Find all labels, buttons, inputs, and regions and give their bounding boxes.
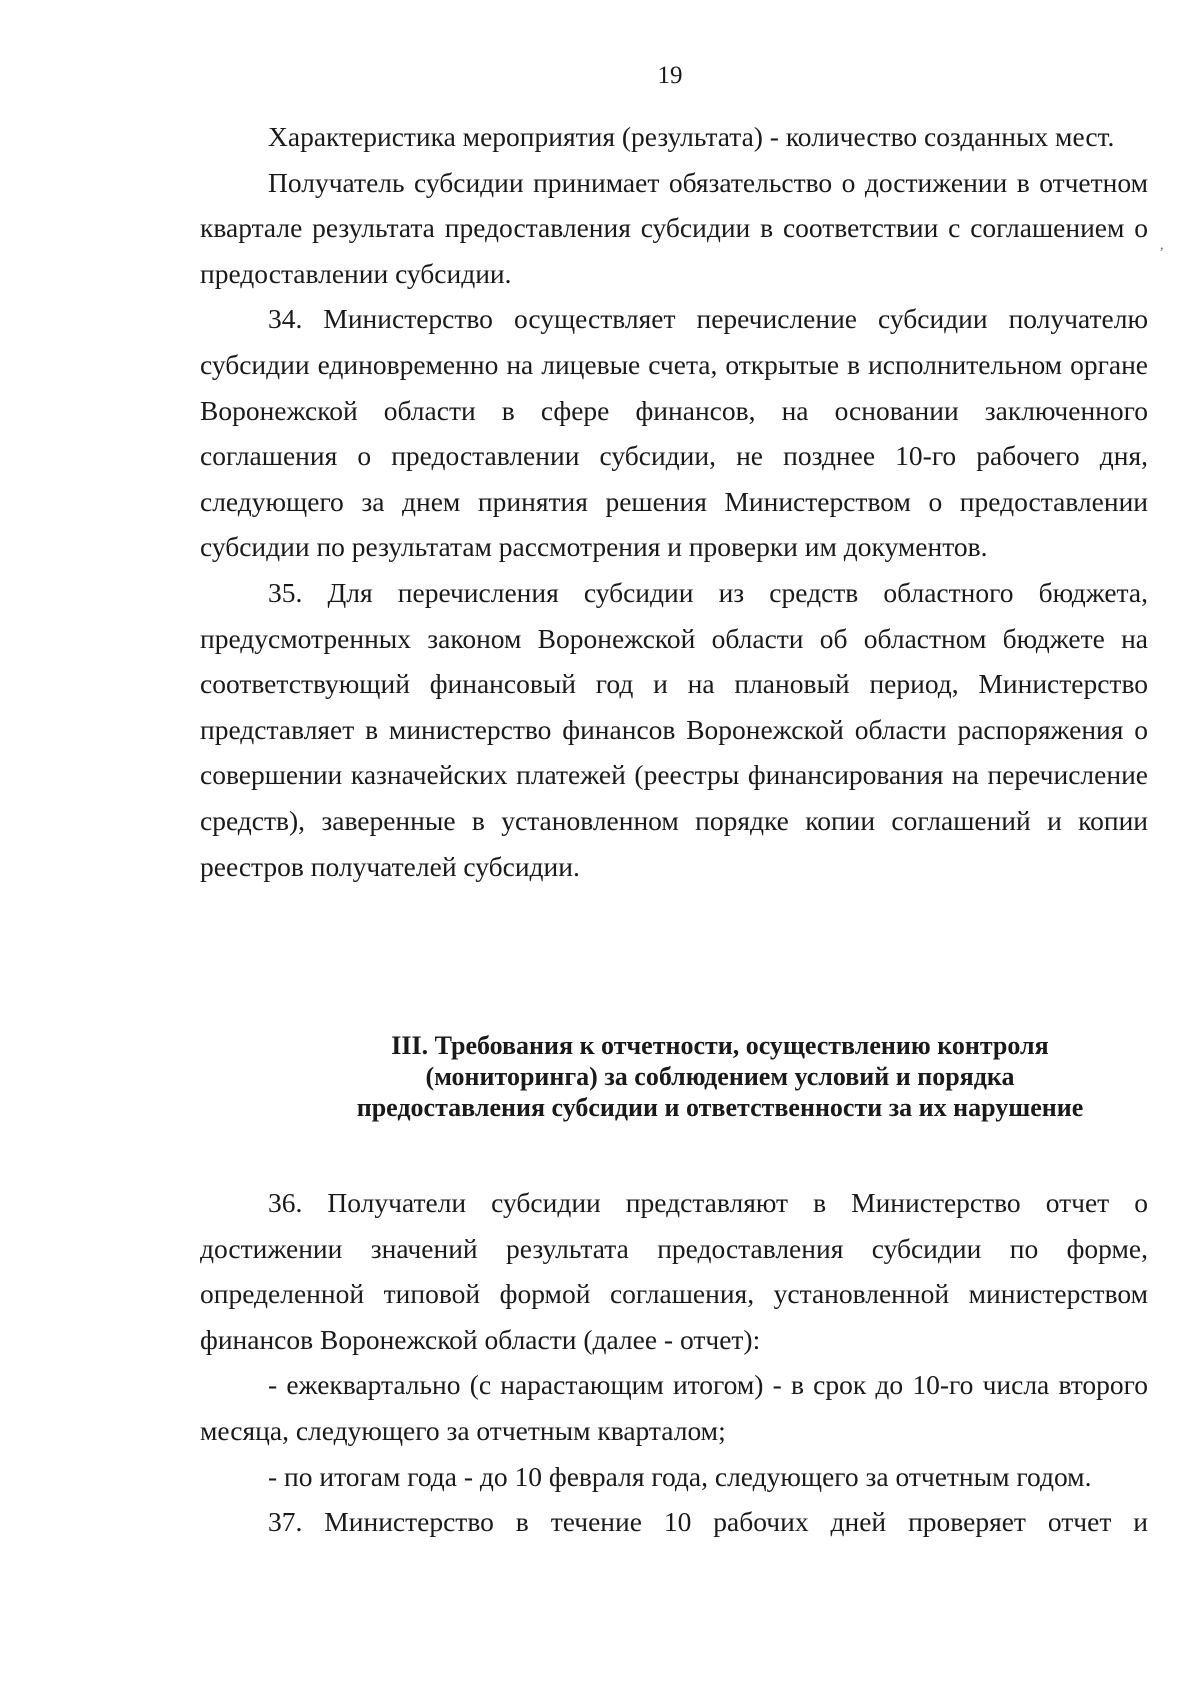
paragraph-35: 35. Для перечисления субсидии из средств областного бюджета, предусмотренных законом Воронежской области об областном бюджете на соответствующий финансовый год и на плановый период, Министерство представляет в министерство финансов Воронежской области распоряжения о совершении казначейских платежей (реестры финансирования на перечисление средств), заверенные в установленном порядке копии соглашений и копии реестров получателей субсидии. [200,576,1148,882]
body-text-bottom [200,1180,1148,1545]
section-heading-line-1: III. Требования к отчетности, осуществлению контроля [391,1031,1049,1060]
paragraph-36: 36. Получатели субсидии представляют в Министерство отчет о достижении значений результата предоставления субсидии по форме, определенной типовой формой соглашения, установленной министерством финансов Воронежской области (далее - отчет): [200,1187,1148,1355]
section-heading [250,1030,1190,1123]
body-text-top [200,114,1148,889]
page-number: 19 [657,62,683,89]
paragraph-recipient-obligation: Получатель субсидии принимает обязательство о достижении в отчетном квартале результата предоставления субсидии в соответствии с соглашением о предоставлении субсидии. [200,166,1148,289]
paragraph-34: 34. Министерство осуществляет перечисление субсидии получателю субсидии единовременно на лицевые счета, открытые в исполнительном органе Воронежской области в сфере финансов, на основании заключенного соглашения о предоставлении субсидии, не позднее 10-го рабочего дня, следующего за днем принятия решения Министерством о предоставлении субсидии по результатам рассмотрения и проверки им документов. [200,303,1148,563]
list-item-quarterly: - ежеквартально (с нарастающим итогом) - в срок до 10-го числа второго месяца, следующего за отчетным кварталом; [200,1369,1148,1446]
scan-mark: , [1160,238,1164,253]
section-heading-line-3: предоставления субсидии и ответственности за их нарушение [356,1093,1084,1122]
section-heading-line-2: (мониторинга) за соблюдением условий и порядка [425,1062,1015,1091]
paragraph-37: 37. Министерство в течение 10 рабочих дней проверяет отчет и [268,1506,1148,1538]
paragraph-characteristic: Характеристика мероприятия (результата) - количество созданных мест. [268,121,1115,152]
list-item-annual: - по итогам года - до 10 февраля года, следующего за отчетным годом. [268,1460,1092,1492]
